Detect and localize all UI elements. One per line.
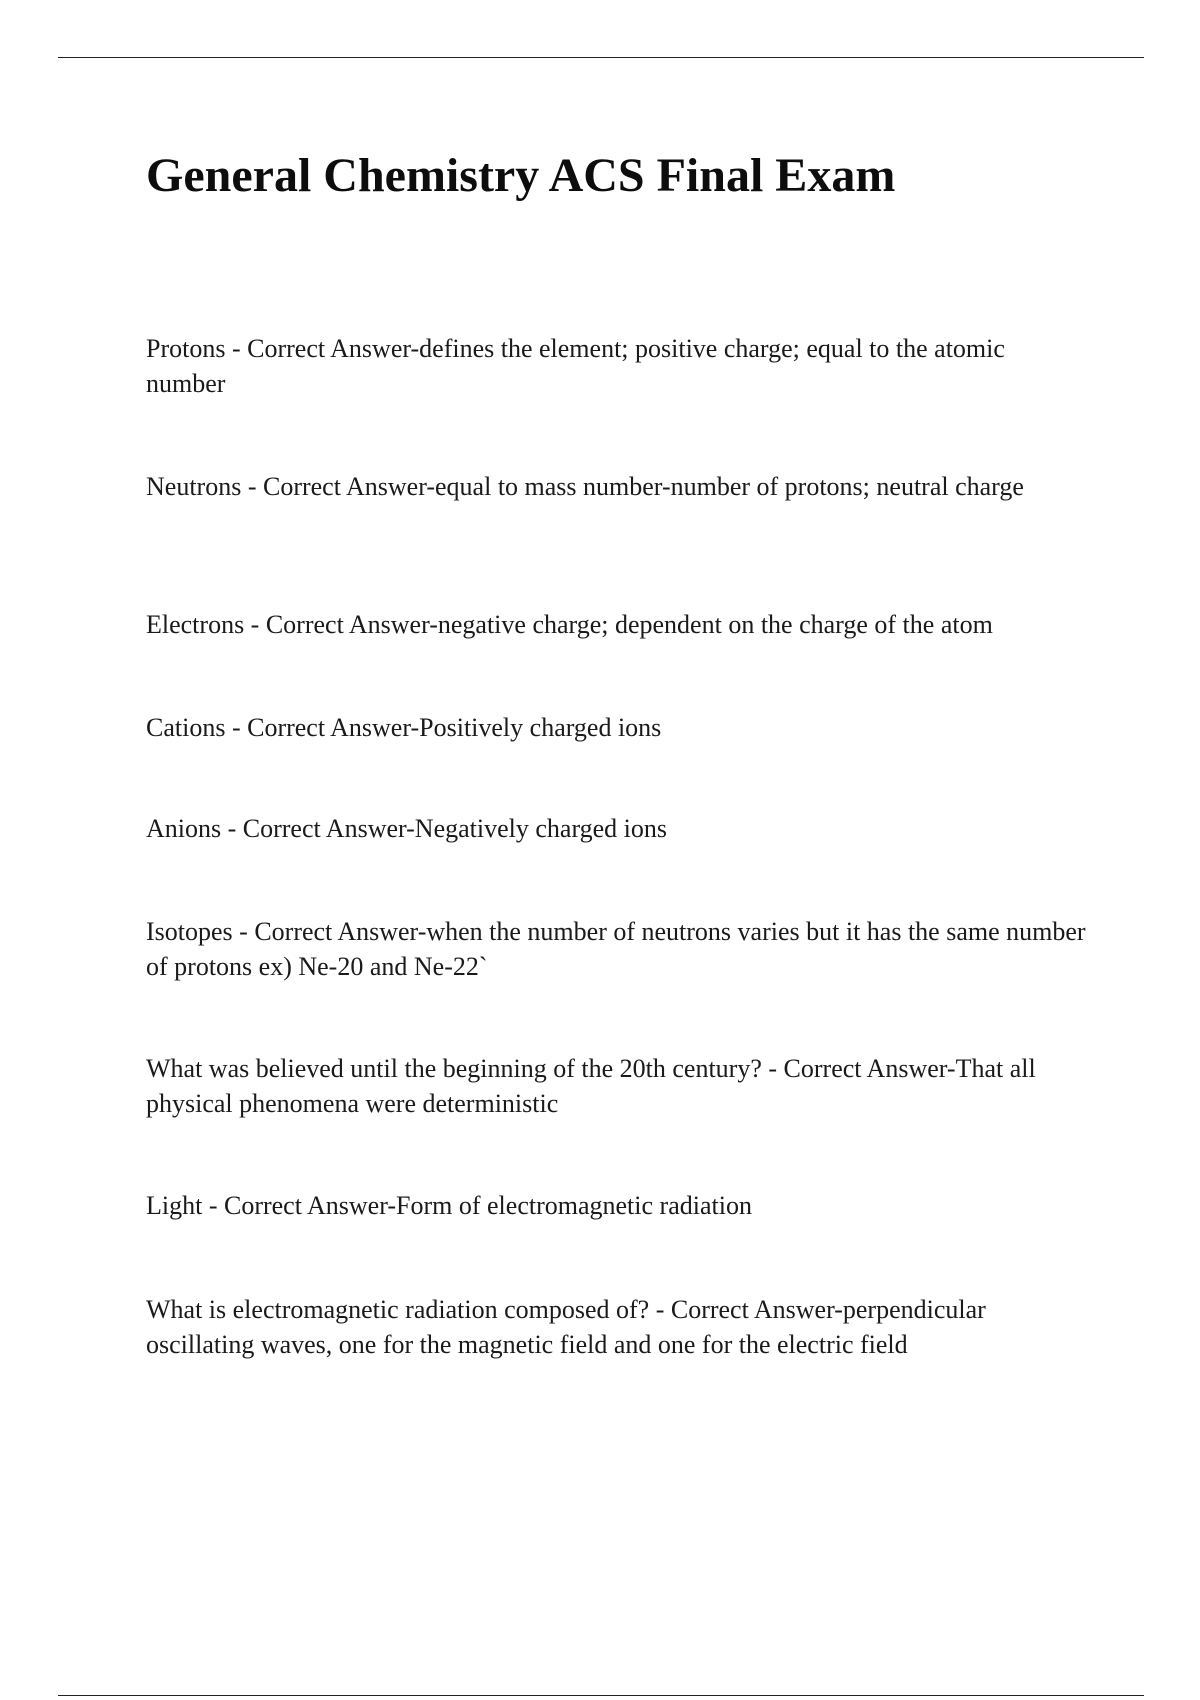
qa-entry-anions: Anions - Correct Answer-Negatively charged ions xyxy=(146,814,668,843)
qa-entry-20th-century: What was believed until the beginning of the 20th century? - Correct Answer-That all physical phenomena were deterministic xyxy=(146,1054,1036,1118)
bottom-divider xyxy=(58,1695,1144,1696)
top-divider xyxy=(58,57,1144,58)
qa-entry-protons: Protons - Correct Answer-defines the element; positive charge; equal to the atomic number xyxy=(146,334,1005,398)
qa-entry-cations: Cations - Correct Answer-Positively charged ions xyxy=(146,713,662,742)
qa-entry-electrons: Electrons - Correct Answer-negative charge; dependent on the charge of the atom xyxy=(146,610,993,639)
qa-entry-em-radiation: What is electromagnetic radiation composed of? - Correct Answer-perpendicular oscillating waves, one for the magnetic field and one for the electric field xyxy=(146,1295,986,1359)
qa-entry-light: Light - Correct Answer-Form of electromagnetic radiation xyxy=(146,1191,752,1220)
qa-entry-isotopes: Isotopes - Correct Answer-when the number of neutrons varies but it has the same number of protons ex) Ne-20 and Ne-22` xyxy=(146,917,1086,981)
qa-entry-neutrons: Neutrons - Correct Answer-equal to mass number-number of protons; neutral charge xyxy=(146,472,1024,501)
page-title: General Chemistry ACS Final Exam xyxy=(146,149,896,202)
